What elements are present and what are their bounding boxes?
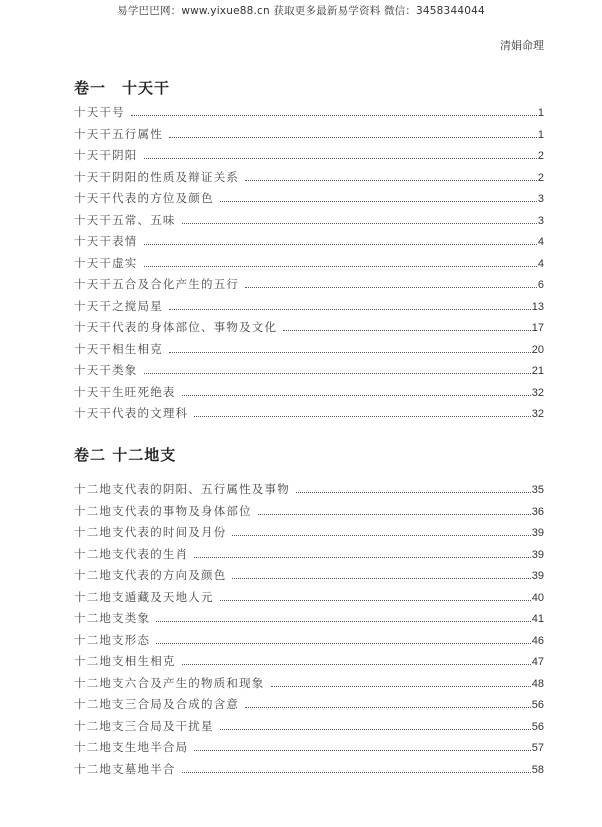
toc-entry-page: 46 (531, 634, 544, 647)
toc-entry[interactable] (74, 255, 544, 277)
toc-entry-label: 十二地支遁藏及天地人元 (74, 589, 214, 604)
toc-entry-page: 57 (531, 742, 544, 754)
toc-entry-label: 十天干之搅局星 (74, 298, 163, 313)
toc-entry[interactable] (74, 503, 544, 525)
dot-leader (182, 772, 531, 773)
toc-entry-label: 十二地支形态 (74, 632, 151, 647)
volume-2-title: 卷二 十二地支 (74, 446, 177, 464)
volume-1-title: 卷一 十天干 (74, 79, 171, 97)
dot-leader (144, 373, 531, 374)
toc-entry-label: 十二地支代表的生肖 (74, 546, 189, 561)
toc-entry-page: 56 (531, 720, 544, 733)
toc-entry[interactable] (74, 761, 544, 783)
dot-leader (245, 287, 537, 288)
toc-entry-label: 十天干五行属性 (74, 126, 163, 141)
toc-entry-label: 十二地支三合局及合成的含意 (74, 697, 240, 711)
toc-entry-page: 39 (531, 548, 544, 561)
author-label: 清娟命理 (500, 39, 544, 52)
dot-leader (156, 643, 531, 644)
toc-entry-page: 3 (537, 193, 544, 205)
dot-leader (182, 395, 531, 396)
dot-leader (182, 664, 531, 665)
dot-leader (144, 266, 537, 267)
dot-leader (220, 729, 531, 730)
dot-leader (283, 330, 531, 331)
dot-leader (194, 750, 530, 751)
toc-entry-page: 40 (531, 591, 544, 604)
toc-entry[interactable] (74, 739, 544, 761)
dot-leader (194, 416, 530, 417)
toc-entry-label: 十天干生旺死绝表 (74, 384, 176, 399)
toc-volume-1 (74, 104, 544, 427)
toc-entry-page: 36 (531, 505, 544, 518)
dot-leader (245, 180, 537, 181)
dot-leader (220, 600, 531, 601)
toc-entry-page: 41 (531, 613, 544, 625)
dot-leader (169, 309, 531, 310)
toc-entry-page: 20 (531, 343, 544, 356)
toc-entry[interactable] (74, 147, 544, 169)
dot-leader (220, 201, 537, 202)
dot-leader (131, 115, 537, 116)
toc-entry-page: 48 (531, 677, 544, 690)
dot-leader (144, 158, 537, 159)
toc-entry-page: 39 (531, 527, 544, 539)
toc-entry-label: 十天干相生相克 (74, 341, 163, 356)
toc-entry[interactable] (74, 546, 544, 568)
dot-leader (232, 535, 530, 536)
toc-entry[interactable] (74, 104, 544, 126)
toc-volume-2 (74, 481, 544, 782)
toc-entry-page: 32 (531, 386, 544, 399)
dot-leader (194, 557, 530, 558)
toc-entry-label: 十天干代表的身体部位、事物及文化 (74, 320, 278, 334)
toc-entry[interactable] (74, 589, 544, 611)
toc-entry-label: 十二地支墓地半合 (74, 761, 176, 776)
toc-entry-page: 56 (531, 699, 544, 711)
toc-entry-label: 十天干号 (74, 105, 125, 119)
toc-entry-label: 十二地支类象 (74, 611, 151, 625)
toc-entry-label: 十二地支代表的阴阳、五行属性及事物 (74, 482, 290, 496)
dot-leader (144, 244, 537, 245)
toc-entry[interactable] (74, 276, 544, 298)
toc-entry-page: 2 (537, 150, 544, 162)
toc-entry-label: 十天干虚实 (74, 255, 138, 270)
toc-entry[interactable] (74, 696, 544, 718)
toc-entry-label: 十二地支生地半合局 (74, 740, 189, 754)
toc-entry[interactable] (74, 384, 544, 406)
toc-entry[interactable] (74, 632, 544, 654)
toc-entry-page: 58 (531, 763, 544, 776)
toc-entry-label: 十天干代表的方位及颜色 (74, 191, 214, 205)
toc-entry[interactable] (74, 524, 544, 546)
dot-leader (182, 223, 537, 224)
toc-entry[interactable] (74, 212, 544, 234)
toc-entry-page: 3 (537, 214, 544, 227)
toc-entry-page: 6 (537, 279, 544, 291)
toc-entry[interactable] (74, 610, 544, 632)
toc-entry[interactable] (74, 126, 544, 148)
dot-leader (156, 621, 531, 622)
dot-leader (169, 352, 531, 353)
toc-entry-page: 39 (531, 570, 544, 582)
toc-entry-label: 十天干阴阳 (74, 148, 138, 162)
toc-entry[interactable] (74, 298, 544, 320)
toc-entry-label: 十天干表情 (74, 234, 138, 248)
dot-leader (169, 137, 537, 138)
toc-entry-page: 35 (531, 484, 544, 496)
toc-entry-page: 2 (537, 171, 544, 184)
toc-entry-label: 十天干类象 (74, 363, 138, 377)
toc-entry-page: 47 (531, 656, 544, 668)
dot-leader (296, 492, 531, 493)
toc-entry-page: 21 (531, 365, 544, 377)
dot-leader (232, 578, 530, 579)
toc-entry-label: 十二地支代表的事物及身体部位 (74, 503, 252, 518)
toc-entry-label: 十二地支代表的方向及颜色 (74, 568, 227, 582)
watermark-header: 易学巴巴网：www.yixue88.cn 获取更多最新易学资料 微信：3458344044 (117, 5, 485, 17)
dot-leader (258, 514, 531, 515)
toc-entry-label: 十天干五合及合化产生的五行 (74, 277, 240, 291)
toc-entry-page: 32 (531, 408, 544, 420)
toc-entry-page: 4 (537, 257, 544, 270)
dot-leader (245, 707, 531, 708)
toc-entry-label: 十二地支代表的时间及月份 (74, 525, 227, 539)
toc-entry[interactable] (74, 481, 544, 503)
toc-entry-label: 十天干五常、五味 (74, 212, 176, 227)
toc-entry[interactable] (74, 341, 544, 363)
dot-leader (271, 686, 531, 687)
toc-entry[interactable] (74, 169, 544, 191)
toc-entry-page: 1 (537, 128, 544, 141)
toc-entry-label: 十二地支六合及产生的物质和现象 (74, 675, 265, 690)
toc-entry[interactable] (74, 190, 544, 212)
toc-entry[interactable] (74, 362, 544, 384)
toc-entry[interactable] (74, 718, 544, 740)
toc-entry-label: 十天干阴阳的性质及辩证关系 (74, 169, 240, 184)
toc-entry-page: 17 (531, 322, 544, 334)
toc-entry[interactable] (74, 675, 544, 697)
toc-entry[interactable] (74, 653, 544, 675)
toc-entry-page: 1 (537, 107, 544, 119)
toc-entry[interactable] (74, 233, 544, 255)
toc-entry-label: 十天干代表的文理科 (74, 406, 189, 420)
toc-entry[interactable] (74, 567, 544, 589)
toc-entry-label: 十二地支相生相克 (74, 654, 176, 668)
toc-entry[interactable] (74, 319, 544, 341)
toc-entry-page: 4 (537, 236, 544, 248)
toc-entry[interactable] (74, 405, 544, 427)
toc-entry-label: 十二地支三合局及干扰星 (74, 718, 214, 733)
toc-entry-page: 13 (531, 300, 544, 313)
